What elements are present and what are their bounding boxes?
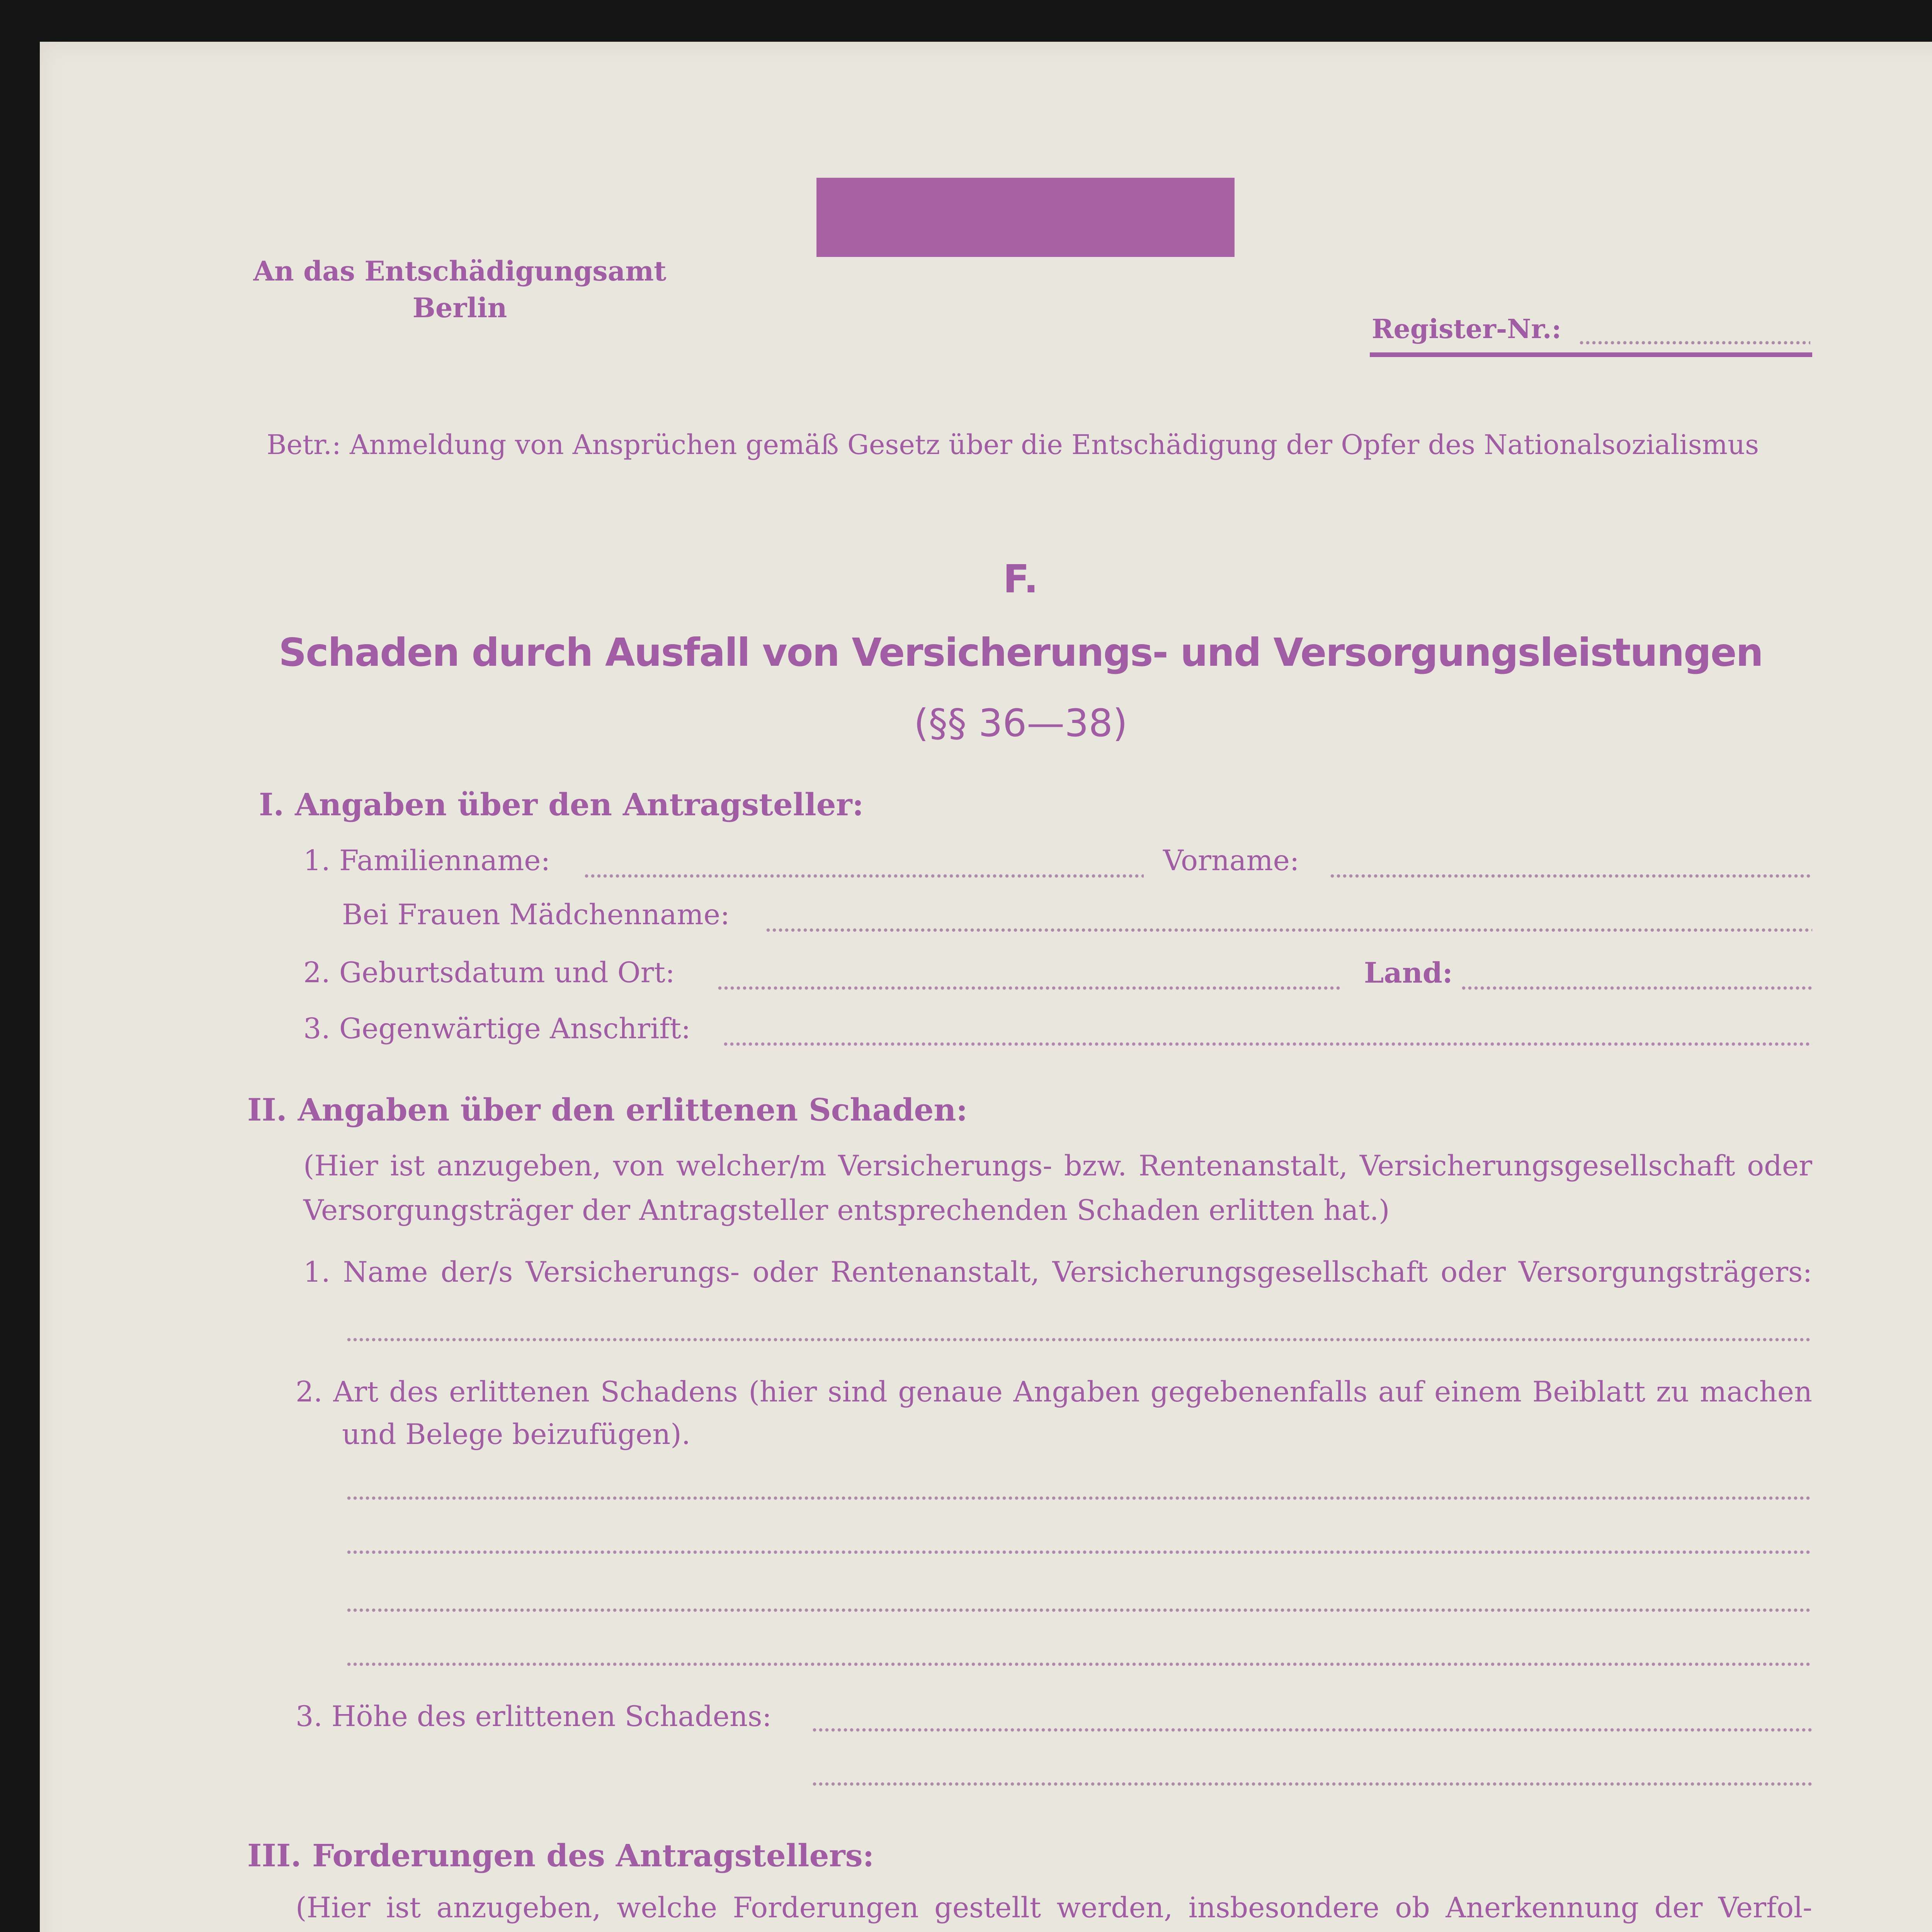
- country-field[interactable]: [1461, 985, 1812, 991]
- damage-amount-field-1[interactable]: [811, 1727, 1812, 1733]
- section2-note-line2: Versorgungsträger der Antragsteller entsprechenden Schaden erlitten hat.): [303, 1194, 1390, 1227]
- damage-type-field-2[interactable]: [346, 1549, 1812, 1555]
- damage-type-field-1[interactable]: [346, 1495, 1812, 1501]
- addressee-line2: Berlin: [412, 291, 507, 324]
- current-address-label: 3. Gegenwärtige Anschrift:: [303, 1012, 691, 1045]
- maiden-name-label: Bei Frauen Mädchenname:: [342, 898, 730, 931]
- damage-type-field-4[interactable]: [346, 1662, 1812, 1667]
- section1-heading: I. Angaben über den Antragsteller:: [259, 786, 864, 823]
- maiden-name-field[interactable]: [765, 927, 1812, 933]
- family-name-label: 1. Familienname:: [303, 844, 551, 877]
- damage-amount-field-2[interactable]: [811, 1781, 1812, 1787]
- subject-line: Betr.: Anmeldung von Ansprüchen gemäß Gesetz über die Entschädigung der Opfer des Nationalsozialismus: [267, 429, 1759, 461]
- damage-type-field-3[interactable]: [346, 1607, 1812, 1613]
- form-title: Schaden durch Ausfall von Versicherungs- und Versorgungsleistungen: [279, 630, 1763, 675]
- first-name-field[interactable]: [1329, 873, 1812, 879]
- redaction-block: [816, 178, 1235, 257]
- addressee: [216, 253, 703, 326]
- insurer-name-label: 1. Name der/s Versicherungs- oder Rentenanstalt, Versicherungsgesellschaft oder Versorgungsträgers:: [303, 1256, 1812, 1289]
- current-address-field[interactable]: [723, 1041, 1812, 1047]
- form-paragraphs: (§§ 36—38): [913, 701, 1128, 745]
- register-underline: [1370, 352, 1812, 357]
- register-number-field[interactable]: [1578, 340, 1810, 345]
- addressee-line1: An das Entschädigungsamt: [253, 255, 667, 287]
- damage-type-label-line2: und Belege beizufügen).: [342, 1418, 690, 1451]
- damage-type-label-line1: 2. Art des erlittenen Schadens (hier sind genaue Angaben gegebenenfalls auf einem Beiblatt zu machen: [296, 1376, 1812, 1408]
- insurer-name-field[interactable]: [346, 1337, 1812, 1342]
- section2-heading: II. Angaben über den erlittenen Schaden:: [247, 1092, 968, 1128]
- damage-amount-label: 3. Höhe des erlittenen Schadens:: [296, 1700, 772, 1733]
- section2-note-line1: (Hier ist anzugeben, von welcher/m Versicherungs- bzw. Rentenanstalt, Versicherungsgesellschaft oder: [303, 1150, 1812, 1182]
- first-name-label: Vorname:: [1163, 844, 1299, 877]
- family-name-field[interactable]: [583, 873, 1144, 879]
- birth-date-place-field[interactable]: [717, 985, 1343, 991]
- register-number-label: Register-Nr.:: [1372, 314, 1561, 345]
- birth-date-place-label: 2. Geburtsdatum und Ort:: [303, 956, 675, 989]
- form-letter: F.: [1003, 556, 1039, 602]
- section3-note-line1: (Hier ist anzugeben, welche Forderungen gestellt werden, insbesondere ob Anerkennung der Verfol-: [296, 1891, 1812, 1924]
- section3-heading: III. Forderungen des Antragstellers:: [247, 1837, 874, 1874]
- country-label: Land:: [1364, 956, 1453, 990]
